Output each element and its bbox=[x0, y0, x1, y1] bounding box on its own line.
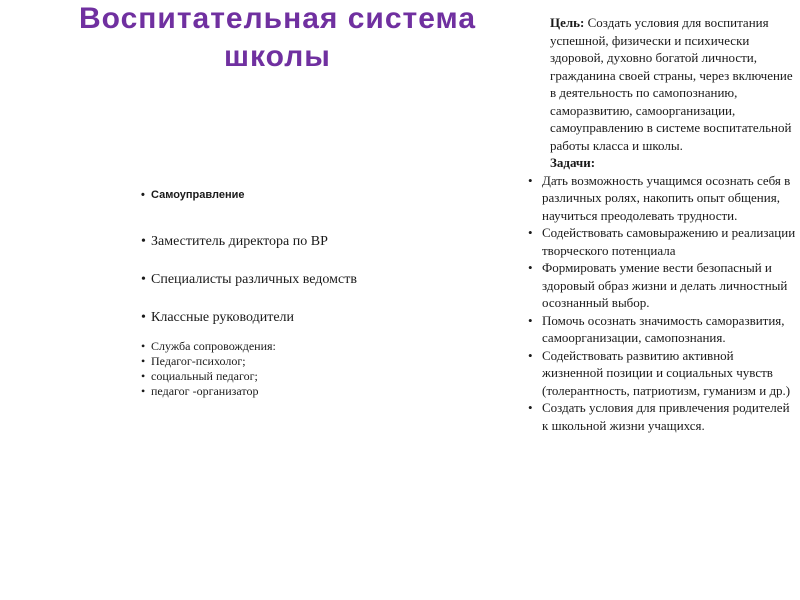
task-item: • Содействовать самовыражению и реализации творческого потенциала bbox=[528, 225, 796, 258]
class-teachers-label: Классные руководители bbox=[151, 310, 295, 325]
task-item: • Дать возможность учащимся осознать себя в различных ролях, накопить опыт общения, научиться преодолевать трудности. bbox=[528, 172, 791, 223]
tasks-label: Задачи: bbox=[550, 155, 596, 170]
goal-text: Создать условия для воспитания успешной, физически и психически здоровой, духовно богатой личности, гражданина своей страны, через включение в деятельность по самопознанию, саморазвитию, самоорганизации, самоуправлению в системе воспитательной работы класса и школы. bbox=[550, 15, 793, 153]
structure-list bbox=[141, 188, 521, 399]
goal-paragraph bbox=[528, 14, 798, 154]
list-item: • Классные руководители bbox=[141, 310, 295, 325]
list-item: • Заместитель директора по ВР bbox=[141, 234, 328, 249]
support-service-list bbox=[141, 339, 521, 399]
title-line-2: школы bbox=[224, 40, 331, 73]
task-item: • Формировать умение вести безопасный и здоровый образ жизни и делать личностный осознанный выбор. bbox=[528, 260, 788, 310]
specialists-label: Специалисты различных ведомств bbox=[151, 272, 357, 287]
page-title bbox=[0, 0, 555, 76]
list-item: • Педагог-психолог; bbox=[141, 354, 246, 368]
list-item: • педагог -организатор bbox=[141, 384, 259, 398]
list-item: • социальный педагог; bbox=[141, 369, 258, 383]
list-item: • Служба сопровождения: bbox=[141, 339, 276, 353]
goal-label: Цель: bbox=[550, 15, 585, 30]
self-government-label: Самоуправление bbox=[151, 189, 245, 201]
list-item: • Самоуправление bbox=[141, 189, 245, 201]
list-item: • Специалисты различных ведомств bbox=[141, 272, 357, 287]
task-item: • Создать условия для привлечения родителей к школьной жизни учащихся. bbox=[528, 400, 790, 433]
task-item: • Содействовать развитию активной жизненной позиции и социальных чувств (толерантность, патриотизм, гуманизм и др.) bbox=[528, 347, 791, 398]
task-item: • Помочь осознать значимость саморазвития, самоорганизации, самопознания. bbox=[528, 312, 785, 345]
goals-tasks-panel bbox=[528, 14, 798, 434]
title-line-1: Воспитательная система bbox=[78, 2, 476, 35]
deputy-director-label: Заместитель директора по ВР bbox=[151, 234, 328, 249]
